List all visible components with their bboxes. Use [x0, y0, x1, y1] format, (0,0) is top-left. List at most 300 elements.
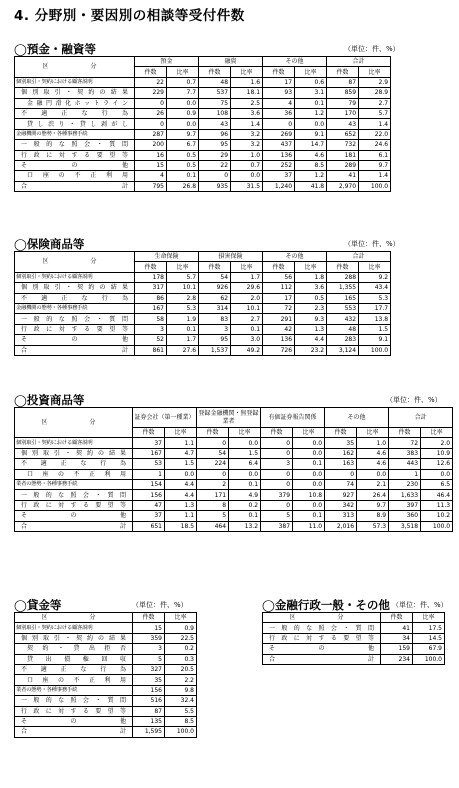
count-cell: 22 — [135, 77, 167, 87]
section-lending — [14, 597, 254, 738]
count-cell: 48 — [199, 77, 231, 87]
count-cell: 35 — [133, 675, 165, 685]
table-row — [15, 716, 197, 726]
table-row — [15, 685, 197, 695]
count-cell: 52 — [135, 335, 167, 345]
ratio-cell: 0.0 — [421, 469, 453, 479]
count-cell: 43 — [199, 119, 231, 129]
ratio-cell: 3.0 — [231, 335, 263, 345]
ratio-cell: 3.6 — [231, 108, 263, 118]
ratio-cell: 4.6 — [295, 150, 327, 160]
table-row — [263, 644, 445, 654]
header-row — [15, 613, 197, 623]
count-cell: 3,518 — [389, 521, 421, 531]
ratio-cell: 31.5 — [231, 181, 263, 191]
count-cell: 537 — [199, 88, 231, 98]
ratio-cell: 11.0 — [293, 521, 325, 531]
count-cell: 3 — [261, 459, 293, 469]
ratio-cell: 6.5 — [421, 479, 453, 489]
count-cell: 54 — [197, 448, 229, 458]
count-cell: 0 — [261, 500, 293, 510]
count-cell: 135 — [133, 716, 165, 726]
row-label: 個別取引・契約における顧客説明 — [15, 77, 135, 87]
count-cell: 0 — [325, 469, 357, 479]
count-cell: 3 — [199, 324, 231, 334]
count-cell: 181 — [327, 150, 359, 160]
count-cell: 1 — [133, 469, 165, 479]
table-row — [15, 469, 453, 479]
count-cell: 464 — [197, 521, 229, 531]
ratio-cell: 9.7 — [357, 500, 389, 510]
col-header: 件数 — [197, 428, 229, 438]
category-header: 区 分 — [15, 408, 133, 438]
count-cell: 34 — [381, 633, 413, 643]
ratio-cell: 1.5 — [165, 459, 197, 469]
count-cell: 1 — [389, 469, 421, 479]
ratio-cell: 2.2 — [165, 675, 197, 685]
ratio-cell: 17.7 — [359, 303, 391, 313]
count-cell: 0 — [263, 119, 295, 129]
col-header: 件数 — [263, 67, 295, 77]
ratio-cell: 2.7 — [231, 314, 263, 324]
count-cell: 379 — [261, 490, 293, 500]
count-cell: 95 — [199, 140, 231, 150]
count-cell: 1,595 — [133, 727, 165, 737]
group-header: 合計 — [327, 57, 391, 67]
unit-label: （単位：件、%） — [132, 601, 188, 609]
count-cell: 1,355 — [327, 283, 359, 293]
count-cell: 1,633 — [389, 490, 421, 500]
col-header: 件数 — [381, 613, 413, 623]
table-row — [15, 448, 453, 458]
ratio-cell: 9.2 — [359, 272, 391, 282]
ratio-cell: 57.3 — [357, 521, 389, 531]
count-cell: 0 — [199, 171, 231, 181]
row-label: 業者の態勢・各種事務手続 — [15, 479, 133, 489]
ratio-cell: 32.4 — [165, 696, 197, 706]
table-row — [15, 119, 391, 129]
row-label: 金融機関の態勢・各種事務手続 — [15, 129, 135, 139]
count-cell: 41 — [327, 171, 359, 181]
table-row — [15, 479, 453, 489]
count-cell: 4 — [135, 171, 167, 181]
header-row — [15, 252, 391, 262]
insurance-table — [14, 251, 391, 356]
table-row — [15, 500, 453, 510]
ratio-cell: 9.7 — [167, 129, 199, 139]
section-title: ◯投資商品等 — [14, 393, 85, 407]
ratio-cell: 2.1 — [357, 479, 389, 489]
count-cell: 651 — [133, 521, 165, 531]
row-label: そ の 他 — [15, 716, 133, 726]
row-label: 行政に対する要望等 — [263, 633, 381, 643]
row-label: 口座の不正利用 — [15, 675, 133, 685]
count-cell: 54 — [199, 272, 231, 282]
count-cell: 87 — [133, 706, 165, 716]
row-label: 個別取引・契約における顧客説明 — [15, 438, 133, 448]
ratio-cell: 10.1 — [167, 283, 199, 293]
count-cell: 0 — [261, 469, 293, 479]
count-cell: 287 — [135, 129, 167, 139]
count-cell: 72 — [389, 438, 421, 448]
count-cell: 41 — [381, 623, 413, 633]
row-label: 合 計 — [15, 521, 133, 531]
group-header: 合計 — [389, 408, 453, 428]
col-header: 件数 — [263, 262, 295, 272]
count-cell: 0 — [135, 119, 167, 129]
count-cell: 167 — [133, 448, 165, 458]
row-label: 貸し渋り・貸し剥がし — [15, 119, 135, 129]
row-label: 貸出債権回収 — [15, 654, 133, 664]
count-cell: 387 — [261, 521, 293, 531]
col-header: 比率 — [167, 262, 199, 272]
table-row — [15, 675, 197, 685]
total-row — [15, 521, 453, 531]
ratio-cell: 0.3 — [165, 654, 197, 664]
count-cell: 53 — [133, 459, 165, 469]
count-cell: 37 — [263, 171, 295, 181]
table-row — [15, 171, 391, 181]
row-label: 個別取引・契約の結果 — [15, 88, 135, 98]
ratio-cell: 10.2 — [421, 511, 453, 521]
col-header: 件数 — [327, 262, 359, 272]
row-label: 一般的な照会・質問 — [263, 623, 381, 633]
table-row — [15, 314, 391, 324]
ratio-cell: 2.5 — [231, 98, 263, 108]
ratio-cell: 1.2 — [295, 171, 327, 181]
ratio-cell: 1.6 — [231, 77, 263, 87]
group-header: 証券会社（第一種業） — [133, 408, 197, 428]
count-cell: 359 — [133, 633, 165, 643]
table-row — [15, 303, 391, 313]
ratio-cell: 13.8 — [359, 314, 391, 324]
ratio-cell: 100.0 — [359, 181, 391, 191]
ratio-cell: 5.5 — [165, 706, 197, 716]
count-cell: 36 — [263, 108, 295, 118]
ratio-cell: 9.7 — [359, 160, 391, 170]
ratio-cell: 1.5 — [359, 324, 391, 334]
ratio-cell: 0.1 — [293, 459, 325, 469]
section-title: ◯貸金等 — [14, 598, 62, 612]
ratio-cell: 0.0 — [293, 500, 325, 510]
count-cell: 5 — [261, 511, 293, 521]
count-cell: 652 — [327, 129, 359, 139]
count-cell: 136 — [263, 335, 295, 345]
count-cell: 26 — [135, 108, 167, 118]
ratio-cell: 7.7 — [167, 88, 199, 98]
group-header: 登録金融機関・無登録業者 — [197, 408, 261, 428]
ratio-cell: 0.1 — [167, 324, 199, 334]
col-header: 比率 — [295, 262, 327, 272]
col-header: 比率 — [359, 262, 391, 272]
count-cell: 29 — [199, 150, 231, 160]
count-cell: 5 — [197, 511, 229, 521]
group-header: 融資 — [199, 57, 263, 67]
row-label: 一般的な照会・質問 — [15, 140, 135, 150]
count-cell: 0 — [261, 448, 293, 458]
ratio-cell: 1.3 — [295, 324, 327, 334]
section-investment — [14, 392, 454, 532]
header-row — [263, 613, 445, 623]
ratio-cell: 3.6 — [295, 283, 327, 293]
admin-table — [262, 612, 445, 665]
ratio-cell: 5.3 — [359, 293, 391, 303]
count-cell: 732 — [327, 140, 359, 150]
count-cell: 156 — [133, 490, 165, 500]
ratio-cell: 100.0 — [165, 727, 197, 737]
category-header: 区 分 — [15, 57, 135, 78]
ratio-cell: 2.0 — [421, 438, 453, 448]
table-row — [15, 77, 391, 87]
count-cell: 927 — [325, 490, 357, 500]
col-header: 比率 — [167, 67, 199, 77]
ratio-cell: 0.0 — [293, 448, 325, 458]
col-header: 比率 — [165, 428, 197, 438]
ratio-cell: 0.0 — [293, 469, 325, 479]
table-row — [15, 654, 197, 664]
count-cell: 288 — [327, 272, 359, 282]
count-cell: 1,537 — [199, 345, 231, 355]
ratio-cell: 20.5 — [165, 664, 197, 674]
count-cell: 935 — [199, 181, 231, 191]
count-cell: 397 — [389, 500, 421, 510]
count-cell: 5 — [133, 654, 165, 664]
row-label: 口座の不正利用 — [15, 469, 133, 479]
count-cell: 136 — [263, 150, 295, 160]
ratio-cell: 29.6 — [231, 283, 263, 293]
col-header: 比率 — [421, 428, 453, 438]
ratio-cell: 14.5 — [413, 633, 445, 643]
ratio-cell: 4.6 — [357, 448, 389, 458]
row-label: そ の 他 — [15, 335, 135, 345]
section-title: ◯金融行政一般・その他 — [262, 598, 390, 612]
group-header: その他 — [263, 57, 327, 67]
category-header: 区 分 — [15, 613, 133, 623]
ratio-cell: 8.5 — [165, 716, 197, 726]
table-row — [15, 150, 391, 160]
ratio-cell: 0.1 — [167, 171, 199, 181]
ratio-cell: 1.2 — [295, 108, 327, 118]
col-header: 比率 — [165, 613, 197, 623]
col-header: 件数 — [389, 428, 421, 438]
ratio-cell: 13.2 — [229, 521, 261, 531]
row-label: 個別取引・契約の結果 — [15, 633, 133, 643]
count-cell: 56 — [263, 272, 295, 282]
ratio-cell: 5.7 — [167, 272, 199, 282]
count-cell: 0 — [197, 438, 229, 448]
ratio-cell: 5.7 — [359, 108, 391, 118]
col-header: 件数 — [325, 428, 357, 438]
ratio-cell: 0.5 — [295, 293, 327, 303]
group-header: その他 — [325, 408, 389, 428]
count-cell: 16 — [135, 150, 167, 160]
ratio-cell: 100.0 — [359, 345, 391, 355]
count-cell: 926 — [199, 283, 231, 293]
ratio-cell: 23.2 — [295, 345, 327, 355]
ratio-cell: 67.9 — [413, 644, 445, 654]
ratio-cell: 100.0 — [421, 521, 453, 531]
table-row — [263, 633, 445, 643]
count-cell: 2 — [197, 479, 229, 489]
count-cell: 87 — [327, 77, 359, 87]
count-cell: 15 — [133, 623, 165, 633]
header-row — [15, 57, 391, 67]
table-row — [15, 623, 197, 633]
count-cell: 37 — [133, 438, 165, 448]
ratio-cell: 1.0 — [231, 150, 263, 160]
ratio-cell: 4.7 — [165, 448, 197, 458]
count-cell: 795 — [135, 181, 167, 191]
table-row — [15, 633, 197, 643]
ratio-cell: 1.5 — [229, 448, 261, 458]
ratio-cell: 0.2 — [165, 644, 197, 654]
count-cell: 553 — [327, 303, 359, 313]
count-cell: 313 — [325, 511, 357, 521]
total-row — [15, 345, 391, 355]
investment-table — [14, 407, 453, 532]
count-cell: 86 — [135, 293, 167, 303]
count-cell: 432 — [327, 314, 359, 324]
ratio-cell: 1.7 — [231, 272, 263, 282]
ratio-cell: 2.0 — [231, 293, 263, 303]
ratio-cell: 1.9 — [167, 314, 199, 324]
count-cell: 154 — [133, 479, 165, 489]
ratio-cell: 0.1 — [295, 98, 327, 108]
row-label: そ の 他 — [15, 160, 135, 170]
table-row — [15, 108, 391, 118]
count-cell: 317 — [135, 283, 167, 293]
ratio-cell: 2.9 — [359, 77, 391, 87]
col-header: 件数 — [261, 428, 293, 438]
row-label: 不適正な行為 — [15, 664, 133, 674]
section-admin — [262, 597, 452, 665]
group-header: 預金 — [135, 57, 199, 67]
ratio-cell: 0.0 — [229, 438, 261, 448]
unit-label: （単位：件、%） — [344, 45, 400, 53]
ratio-cell: 41.8 — [295, 181, 327, 191]
ratio-cell: 4.9 — [229, 490, 261, 500]
table-row — [15, 706, 197, 716]
ratio-cell: 1.4 — [359, 119, 391, 129]
row-label: 不適正な行為 — [15, 108, 135, 118]
count-cell: 8 — [197, 500, 229, 510]
ratio-cell: 1.8 — [295, 272, 327, 282]
row-label: 個別取引・契約における顧客説明 — [15, 272, 135, 282]
ratio-cell: 46.4 — [421, 490, 453, 500]
row-label: 個別取引・契約の結果 — [15, 283, 135, 293]
ratio-cell: 0.1 — [231, 324, 263, 334]
ratio-cell: 8.5 — [295, 160, 327, 170]
ratio-cell: 9.1 — [295, 129, 327, 139]
group-header: 有価証券報告関係 — [261, 408, 325, 428]
ratio-cell: 28.9 — [359, 88, 391, 98]
row-label: 契約・貸出拒否 — [15, 644, 133, 654]
count-cell: 178 — [135, 272, 167, 282]
row-label: 行政に対する要望等 — [15, 706, 133, 716]
col-header: 比率 — [229, 428, 261, 438]
col-header: 比率 — [359, 67, 391, 77]
col-header: 件数 — [199, 67, 231, 77]
count-cell: 2,016 — [325, 521, 357, 531]
count-cell: 62 — [199, 293, 231, 303]
ratio-cell: 1.4 — [231, 119, 263, 129]
ratio-cell: 0.5 — [167, 160, 199, 170]
row-label: 不適正な行為 — [15, 293, 135, 303]
table-row — [15, 140, 391, 150]
row-label: 業者の態勢・各種事務手続 — [15, 685, 133, 695]
count-cell: 861 — [135, 345, 167, 355]
table-row — [15, 88, 391, 98]
ratio-cell: 4.6 — [357, 459, 389, 469]
row-label: 合 計 — [263, 654, 381, 664]
ratio-cell: 0.0 — [357, 469, 389, 479]
table-row — [15, 160, 391, 170]
ratio-cell: 14.7 — [295, 140, 327, 150]
ratio-cell: 2.8 — [167, 293, 199, 303]
col-header: 件数 — [327, 67, 359, 77]
table-row — [15, 129, 391, 139]
total-row — [263, 654, 445, 664]
ratio-cell: 24.6 — [359, 140, 391, 150]
ratio-cell: 6.7 — [167, 140, 199, 150]
count-cell: 252 — [263, 160, 295, 170]
col-header: 比率 — [357, 428, 389, 438]
ratio-cell: 0.0 — [293, 479, 325, 489]
ratio-cell: 4.4 — [295, 335, 327, 345]
count-cell: 3,124 — [327, 345, 359, 355]
count-cell: 283 — [327, 335, 359, 345]
row-label: 個別取引・契約における顧客説明 — [15, 623, 133, 633]
table-row — [15, 438, 453, 448]
count-cell: 327 — [133, 664, 165, 674]
ratio-cell: 4.4 — [165, 479, 197, 489]
count-cell: 37 — [133, 511, 165, 521]
count-cell: 58 — [135, 314, 167, 324]
col-header: 比率 — [413, 613, 445, 623]
ratio-cell: 17.5 — [413, 623, 445, 633]
ratio-cell: 1.7 — [167, 335, 199, 345]
col-header: 件数 — [133, 613, 165, 623]
row-label: 一般的な照会・質問 — [15, 696, 133, 706]
section-title: ◯預金・融資等 — [14, 42, 96, 56]
col-header: 比率 — [231, 262, 263, 272]
group-header: その他 — [263, 252, 327, 262]
ratio-cell: 1.1 — [165, 511, 197, 521]
row-label: 不適正な行為 — [15, 459, 133, 469]
table-row — [15, 98, 391, 108]
count-cell: 48 — [327, 324, 359, 334]
count-cell: 35 — [325, 438, 357, 448]
ratio-cell: 0.7 — [167, 77, 199, 87]
row-label: 一般的な照会・質問 — [15, 314, 135, 324]
ratio-cell: 3.1 — [295, 88, 327, 98]
category-header: 区 分 — [263, 613, 381, 623]
count-cell: 234 — [381, 654, 413, 664]
ratio-cell: 22.0 — [359, 129, 391, 139]
row-label: 合 計 — [15, 181, 135, 191]
group-header: 損害保険 — [199, 252, 263, 262]
ratio-cell: 43.4 — [359, 283, 391, 293]
table-row — [15, 324, 391, 334]
section-title: ◯保険商品等 — [14, 237, 85, 251]
count-cell: 112 — [263, 283, 295, 293]
count-cell: 75 — [199, 98, 231, 108]
count-cell: 516 — [133, 696, 165, 706]
ratio-cell: 5.3 — [167, 303, 199, 313]
ratio-cell: 0.0 — [293, 438, 325, 448]
count-cell: 74 — [325, 479, 357, 489]
ratio-cell: 2.7 — [359, 98, 391, 108]
